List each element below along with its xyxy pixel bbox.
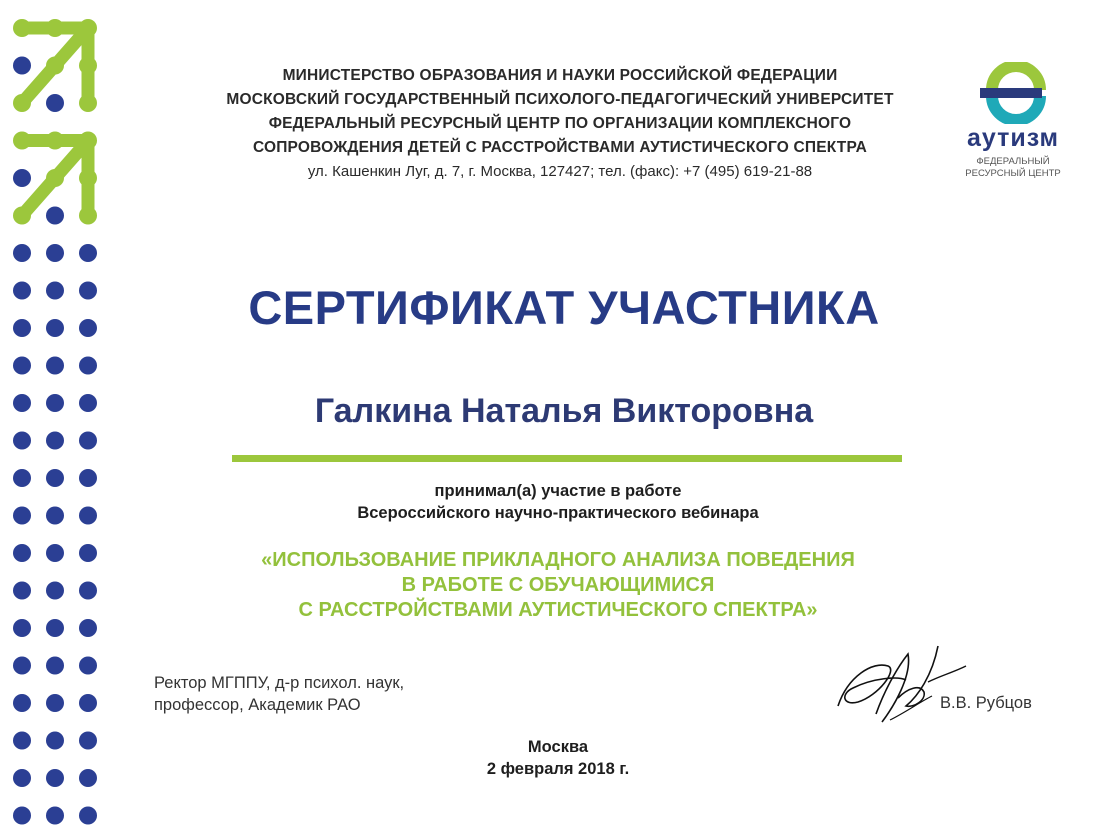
arrow-chevron-icon [22, 28, 88, 103]
border-dot [79, 657, 97, 675]
logo-subtitle-line2: РЕСУРСНЫЙ ЦЕНТР [965, 168, 1061, 179]
signatory-position [154, 672, 404, 716]
signatory-position-line2: профессор, Академик РАО [154, 696, 361, 714]
border-dot [13, 244, 31, 262]
logo-brand-name: аутизм [966, 124, 1060, 152]
border-dot [13, 169, 31, 187]
issuer-header [180, 64, 940, 184]
signatory-position-line1: Ректор МГППУ, д-р психол. наук, [154, 674, 405, 692]
issue-date: 2 февраля 2018 г. [486, 760, 630, 778]
handwritten-signature [828, 636, 968, 728]
participation-line2: Всероссийского научно-практического вебинара [357, 504, 759, 522]
border-dot [13, 657, 31, 675]
border-dot [79, 807, 97, 825]
center-line-2: СОПРОВОЖДЕНИЯ ДЕТЕЙ С РАССТРОЙСТВАМИ АУТИСТИЧЕСКОГО СПЕКТРА [252, 139, 868, 156]
border-dot [13, 57, 31, 75]
webinar-title-line2: В РАБОТЕ С ОБУЧАЮЩИМИСЯ [401, 574, 715, 596]
logo-subtitle-line1: ФЕДЕРАЛЬНЫЙ [976, 156, 1050, 167]
autism-center-logo [950, 62, 1080, 182]
logo-emblem-icon [950, 62, 1080, 124]
border-dot [46, 357, 64, 375]
border-dot [79, 432, 97, 450]
signatory-name: В.В. Рубцов [940, 694, 1032, 712]
center-line: ФЕДЕРАЛЬНЫЙ РЕСУРСНЫЙ ЦЕНТР ПО ОРГАНИЗАЦИИ КОМПЛЕКСНОГО [268, 115, 852, 132]
city: Москва [527, 738, 589, 756]
arrow-chevron-icon [22, 141, 88, 216]
border-dot [46, 807, 64, 825]
webinar-title-line3: С РАССТРОЙСТВАМИ АУТИСТИЧЕСКОГО СПЕКТРА» [298, 599, 818, 621]
border-dot [79, 694, 97, 712]
border-dot [46, 244, 64, 262]
border-dot [46, 694, 64, 712]
place-and-date [0, 736, 1116, 780]
border-dot [13, 432, 31, 450]
recipient-name: Галкина Наталья Викторовна [314, 392, 814, 430]
green-divider [232, 455, 902, 462]
webinar-title [0, 548, 1116, 623]
participation-line1: принимал(а) участие в работе [434, 482, 682, 500]
border-dot [13, 694, 31, 712]
university-line: МОСКОВСКИЙ ГОСУДАРСТВЕННЫЙ ПСИХОЛОГО-ПЕДАГОГИЧЕСКИЙ УНИВЕРСИТЕТ [226, 91, 894, 108]
ministry-line: МИНИСТЕРСТВО ОБРАЗОВАНИЯ И НАУКИ РОССИЙСКОЙ ФЕДЕРАЦИИ [282, 67, 838, 84]
border-dot [13, 357, 31, 375]
border-dot [79, 244, 97, 262]
webinar-title-line1: «ИСПОЛЬЗОВАНИЕ ПРИКЛАДНОГО АНАЛИЗА ПОВЕДЕНИЯ [261, 549, 855, 571]
border-dot [46, 94, 64, 112]
border-dot [46, 657, 64, 675]
participation-text [0, 480, 1116, 524]
border-dot [13, 807, 31, 825]
certificate-title: СЕРТИФИКАТ УЧАСТНИКА [248, 281, 880, 334]
border-dot [46, 207, 64, 225]
border-dot [79, 357, 97, 375]
address-line: ул. Кашенкин Луг, д. 7, г. Москва, 127427; тел. (факс): +7 (495) 619-21-88 [307, 163, 813, 180]
border-dot [46, 432, 64, 450]
logo-subtitle [950, 156, 1076, 180]
